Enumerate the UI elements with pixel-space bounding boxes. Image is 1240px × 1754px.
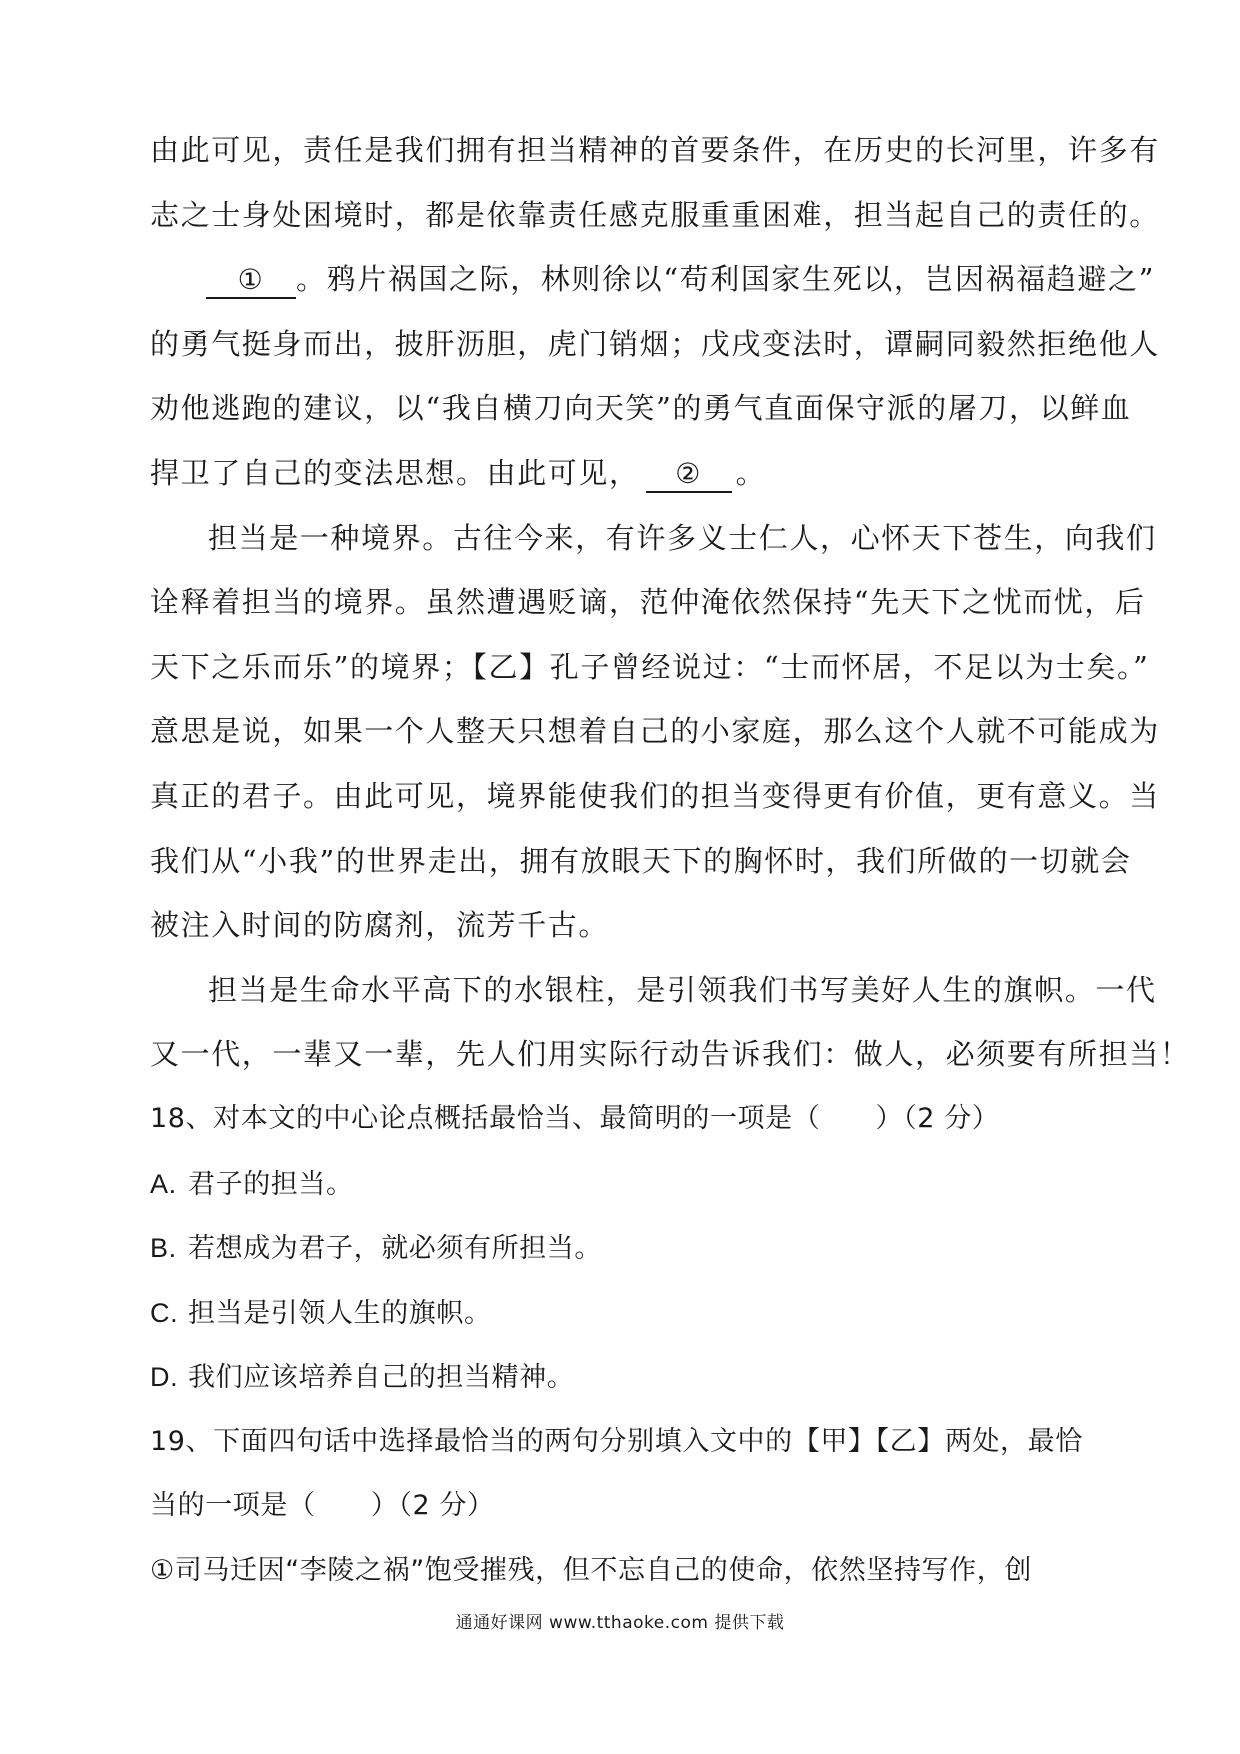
- option-letter: D.: [150, 1362, 179, 1393]
- option-letter: B.: [150, 1233, 177, 1264]
- document-body: [150, 118, 1191, 1604]
- essay-text: 捍卫了自己的变法思想。由此可见，: [150, 455, 640, 490]
- question-18-option-d: [150, 1345, 1130, 1410]
- question-18-option-a: [150, 1152, 1130, 1217]
- fill-blank-2: ②: [646, 457, 732, 493]
- option-text: 若想成为君子，就必须有所担当。: [188, 1233, 602, 1265]
- question-18-option-c: [150, 1281, 1130, 1346]
- essay-line: 担当是生命水平高下的水银柱，是引领我们书写美好人生的旗帜。一代: [208, 972, 1157, 1007]
- essay-line: 我们从“小我”的世界走出，拥有放眼天下的胸怀时，我们所做的一切就会: [150, 843, 1132, 878]
- essay-text: 。: [735, 455, 767, 490]
- essay-line: 志之士身处困境时，都是依靠责任感克服重重困难，担当起自己的责任的。: [150, 197, 1160, 232]
- option-letter: C.: [150, 1297, 179, 1328]
- essay-line: [150, 441, 1130, 506]
- essay-line: 被注入时间的防腐剂，流芳千古。: [150, 908, 610, 943]
- essay-line: 诠释着担当的境界。虽然遭遇贬谪，范仲淹依然保持“先天下之忧而忧，后: [150, 585, 1146, 620]
- essay-line: 担当是一种境界。古往今来，有许多义士仁人，心怀天下苍生，向我们: [208, 520, 1157, 555]
- question-19-stem: 当的一项是（ ）（2 分）: [150, 1490, 495, 1522]
- essay-line: 真正的君子。由此可见，境界能使我们的担当变得更有价值，更有意义。当: [150, 778, 1160, 813]
- question-19-item-1: ①司马迁因“李陵之祸”饱受摧残，但不忘自己的使命，依然坚持写作，创: [150, 1555, 1032, 1587]
- essay-line: 的勇气挺身而出，披肝沥胆，虎门销烟；戊戌变法时，谭嗣同毅然拒绝他人: [150, 326, 1160, 361]
- option-text: 担当是引领人生的旗帜。: [188, 1297, 492, 1329]
- option-letter: A.: [150, 1168, 177, 1199]
- fill-blank-1: ①: [206, 263, 296, 299]
- option-text: 君子的担当。: [188, 1168, 354, 1200]
- essay-line: 意思是说，如果一个人整天只想着自己的小家庭，那么这个人就不可能成为: [150, 714, 1160, 749]
- essay-line: 劝他逃跑的建议，以“我自横刀向天笑”的勇气直面保守派的屠刀，以鲜血: [150, 391, 1132, 426]
- question-18-stem: 18、对本文的中心论点概括最恰当、最简明的一项是（ ）（2 分）: [150, 1102, 1000, 1134]
- essay-line: 天下之乐而乐”的境界；【乙】孔子曾经说过：“士而怀居，不足以为士矣。”: [150, 649, 1150, 684]
- page-footer: 通通好课网 www.tthaoke.com 提供下载: [455, 1613, 785, 1633]
- essay-text: 。鸦片祸国之际，林则徐以“苟利国家生死以，岂因祸福趋避之”: [296, 262, 1156, 297]
- option-text: 我们应该培养自己的担当精神。: [188, 1362, 575, 1394]
- essay-line: [150, 247, 1156, 312]
- question-19-stem: 19、下面四句话中选择最恰当的两句分别填入文中的【甲】【乙】两处，最恰: [150, 1425, 1083, 1457]
- essay-line: 由此可见，责任是我们拥有担当精神的首要条件，在历史的长河里，许多有: [150, 133, 1160, 167]
- question-18-option-b: [150, 1216, 1130, 1281]
- essay-line: 又一代，一辈又一辈，先人们用实际行动告诉我们：做人，必须要有所担当！: [150, 1037, 1191, 1072]
